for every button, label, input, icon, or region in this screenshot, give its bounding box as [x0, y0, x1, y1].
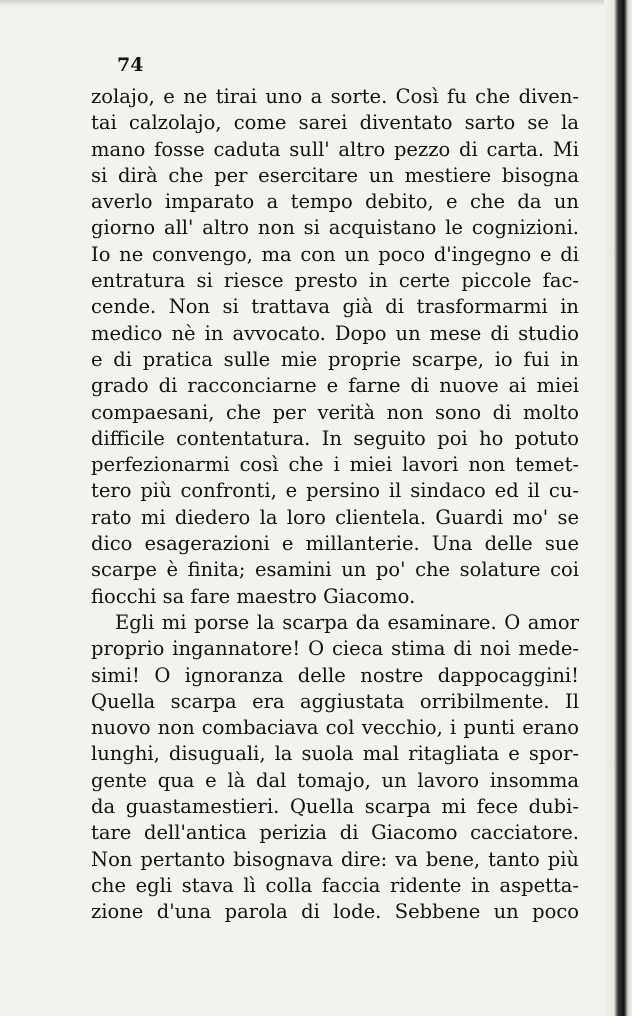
text-line: zione d'una parola di lode. Sebbene un poco [91, 900, 579, 924]
page-number: 74 [117, 54, 144, 76]
text-line: scarpe è finita; esamini un po' che solature coi [91, 558, 579, 582]
text-line: lunghi, disuguali, la suola mal ritagliata e spor- [91, 742, 579, 766]
text-line: rato mi diedero la loro clientela. Guardi mo' se [91, 505, 579, 529]
text-line: zolajo, e ne tirai uno a sorte. Così fu che diven- [91, 85, 579, 108]
text-line: nuovo non combaciava col vecchio, i punti erano [91, 716, 579, 740]
text-line: cende. Non si trattava già di trasformarmi in [91, 295, 579, 319]
text-line: fiocchi sa fare maestro Giacomo. [91, 584, 416, 608]
text-line: Egli mi porse la scarpa da esaminare. O amor [115, 610, 579, 634]
text-line: giorno all' altro non si acquistano le cognizioni. [91, 216, 579, 240]
text-line: medico nè in avvocato. Dopo un mese di studio [91, 321, 579, 345]
text-line: tare dell'antica perizia di Giacomo cacciatore. [91, 821, 579, 845]
text-line: difficile contentatura. In seguito poi ho potuto [91, 426, 579, 450]
text-line: averlo imparato a tempo debito, e che da un [91, 190, 579, 214]
text-line: gente qua e là dal tomajo, un lavoro insomma [91, 768, 579, 792]
text-line: e di pratica sulle mie proprie scarpe, io fui in [91, 347, 579, 371]
text-line: perfezionarmi così che i miei lavori non temet- [91, 453, 579, 477]
text-line: simi! O ignoranza delle nostre dappocaggini! [91, 663, 579, 687]
body-text [91, 84, 579, 926]
text-line: grado di racconciarne e farne di nuove ai miei [91, 374, 579, 398]
text-line: da guastamestieri. Quella scarpa mi fece dubi- [91, 795, 579, 819]
text-line: mano fosse caduta sull' altro pezzo di carta. Mi [91, 137, 579, 161]
text-line: dico esagerazioni e millanterie. Una delle sue [91, 532, 579, 556]
text-line: Non pertanto bisognava dire: va bene, tanto più [91, 847, 579, 871]
page-top-edge [0, 0, 632, 6]
text-line: che egli stava lì colla faccia ridente in aspetta- [91, 873, 579, 897]
text-line: tai calzolajo, come sarei diventato sarto se la [91, 111, 579, 135]
text-line: tero più confronti, e persino il sindaco ed il cu- [91, 479, 579, 503]
text-line: proprio ingannatore! O cieca stima di noi mede- [91, 637, 579, 661]
text-line: compaesani, che per verità non sono di molto [91, 400, 579, 424]
text-line: Io ne convengo, ma con un poco d'ingegno e di [91, 242, 579, 266]
text-line: Quella scarpa era aggiustata orribilmente. Il [91, 689, 579, 713]
text-line: si dirà che per esercitare un mestiere bisogna [91, 163, 579, 187]
text-line: entratura si riesce presto in certe piccole fac- [91, 269, 579, 293]
page-binding-edge [604, 0, 632, 1016]
